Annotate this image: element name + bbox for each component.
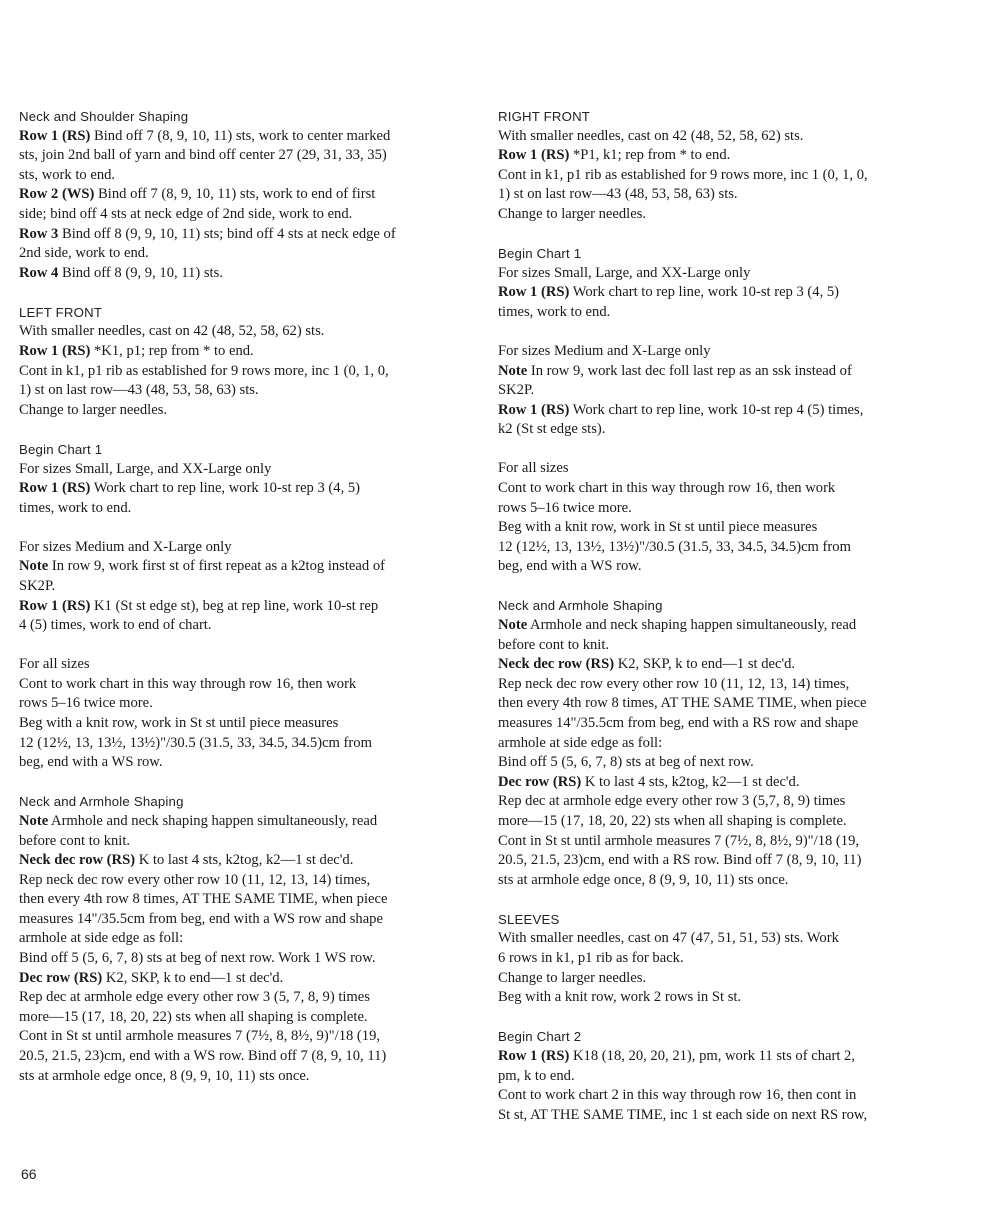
bold-label: Note [19,812,49,829]
line-text: For sizes Medium and X-Large only [498,342,711,359]
bold-label: Row 1 (RS) [19,597,91,614]
text-line [498,753,958,773]
line-text: Work chart to rep line, work 10-st rep 3 (4, 5) [90,480,361,497]
line-text: times, work to end. [19,499,132,516]
line-text: measures 14"/35.5cm from beg, end with a RS row and shape [498,715,859,732]
line-text: more—15 (17, 18, 20, 22) sts when all shaping is complete. [498,813,847,829]
text-line [19,166,479,186]
text-line [498,381,958,401]
section [19,655,479,773]
bold-label: Row 1 (RS) [19,127,91,144]
text-line [19,616,479,636]
text-line [19,1047,479,1067]
section-heading: Neck and Shoulder Shaping [19,109,189,124]
line-text: Armhole and neck shaping happen simultaneously, read [48,812,378,829]
line-text: K18 (18, 20, 20, 21), pm, work 11 sts of chart 2, [569,1047,855,1064]
text-line [498,146,958,166]
text-line [19,655,479,675]
line-text: beg, end with a WS row. [19,754,163,771]
line-text: Armhole and neck shaping happen simultaneously, read [527,617,857,634]
line-text: Change to larger needles. [19,401,168,418]
text-line [19,910,479,930]
text-line [498,675,958,695]
bold-label: Row 2 (WS) [19,186,95,203]
section-sleeves [498,910,958,1008]
bold-label: Row 4 [19,264,59,281]
line-text: sts, work to end. [19,166,116,183]
line-text: side; bind off 4 sts at neck edge of 2nd side, work to end. [19,205,353,222]
bold-label: Row 1 (RS) [19,343,91,360]
bold-label: Row 1 (RS) [498,284,570,301]
line-text: k2 (St st edge sts). [498,421,606,438]
line-text: then every 4th row 8 times, AT THE SAME TIME, when piece [19,891,388,908]
text-line [19,694,479,714]
line-text: Bind off 7 (8, 9, 10, 11) sts, work to end of first [94,186,376,203]
text-line [498,127,958,147]
line-text: K2, SKP, k to end—1 st dec'd. [614,656,796,673]
line-text: before cont to knit. [498,636,610,653]
section-left-front [19,303,479,421]
line-text: With smaller needles, cast on 42 (48, 52, 58, 62) sts. [19,323,325,340]
section-begin-chart-1 [498,244,958,322]
text-line [19,362,479,382]
line-text: Rep dec at armhole edge every other row 3 (5,7, 8, 9) times [498,793,846,810]
text-line [498,988,958,1008]
text-line [19,1027,479,1047]
text-line [19,675,479,695]
text-line [498,734,958,754]
text-line [19,127,479,147]
text-line [19,734,479,754]
text-line [19,401,479,421]
text-line [19,1008,479,1028]
line-text: For sizes Small, Large, and XX-Large only [498,264,751,281]
line-text: For all sizes [498,460,569,477]
line-text: Bind off 7 (8, 9, 10, 11) sts, work to center marked [90,127,391,144]
line-text: For sizes Small, Large, and XX-Large only [19,460,272,477]
line-text: before cont to knit. [19,832,131,849]
text-line [498,499,958,519]
text-line [498,342,958,362]
line-text: 6 rows in k1, p1 rib as for back. [498,950,684,967]
line-text: For all sizes [19,656,90,673]
section-heading: Neck and Armhole Shaping [498,598,663,614]
text-line [498,949,958,969]
line-text: more—15 (17, 18, 20, 22) sts when all shaping is complete. [19,1008,368,1025]
text-line [498,518,958,538]
line-text: 20.5, 21.5, 23)cm, end with a WS row. Bind off 7 (8, 9, 10, 11) [19,1048,387,1065]
line-text: Bind off 8 (9, 9, 10, 11) sts. [58,264,223,281]
line-text: times, work to end. [498,303,611,320]
line-text: armhole at side edge as foll: [19,930,184,947]
line-text: then every 4th row 8 times, AT THE SAME TIME, when piece [498,695,867,712]
line-text: Cont in St st until armhole measures 7 (7½, 8, 8½, 9)"/18 (19, [19,1028,381,1045]
line-text: Change to larger needles. [498,205,647,222]
text-line [498,851,958,871]
line-text: sts at armhole edge once, 8 (9, 9, 10, 11) sts once. [498,871,789,888]
text-line [498,871,958,891]
line-text: Beg with a knit row, work in St st until piece measures [19,715,339,732]
text-line [19,342,479,362]
text-line [19,890,479,910]
bold-label: Note [498,617,528,634]
section-neck-and-shoulder-shaping [19,107,479,283]
text-line [19,264,479,284]
bold-label: Row 1 (RS) [19,480,91,497]
line-text: 4 (5) times, work to end of chart. [19,617,212,634]
line-text: Rep neck dec row every other row 10 (11, 12, 13, 14) times, [19,871,371,888]
section-neck-and-armhole-shaping [498,596,958,890]
line-text: Beg with a knit row, work 2 rows in St st. [498,989,742,1006]
line-text: rows 5–16 twice more. [19,695,153,712]
left-column [19,107,479,1106]
line-text: beg, end with a WS row. [498,558,642,575]
text-line [498,792,958,812]
text-line [19,714,479,734]
text-line [19,205,479,225]
text-line [498,459,958,479]
line-text: St st, AT THE SAME TIME, inc 1 st each side on next RS row, [498,1106,868,1123]
line-text: rows 5–16 twice more. [498,499,632,516]
line-text: K1 (St st edge st), beg at rep line, work 10-st rep [90,597,379,614]
bold-label: Row 1 (RS) [498,1047,570,1064]
line-text: Bind off 8 (9, 9, 10, 11) sts; bind off 4 sts at neck edge of [58,225,396,242]
text-line [498,538,958,558]
section-neck-and-armhole-shaping [19,792,479,1086]
line-text: 1) st on last row—43 (48, 53, 58, 63) sts. [19,382,259,399]
line-text: Beg with a knit row, work in St st until piece measures [498,519,818,536]
text-line [19,538,479,558]
line-text: K to last 4 sts, k2tog, k2—1 st dec'd. [135,852,354,869]
bold-label: Dec row (RS) [19,969,103,986]
line-text: Bind off 5 (5, 6, 7, 8) sts at beg of next row. Work 1 WS row. [19,950,376,967]
text-line [19,557,479,577]
text-line [498,773,958,793]
text-line [498,694,958,714]
line-text: 1) st on last row—43 (48, 53, 58, 63) sts. [498,186,738,203]
line-text: *K1, p1; rep from * to end. [90,343,254,360]
section [498,459,958,577]
text-line [19,832,479,852]
section-right-front [498,107,958,225]
section-heading: Begin Chart 1 [19,441,103,457]
line-text: In row 9, work first st of first repeat as a k2tog instead of [48,558,385,575]
section-heading: Begin Chart 1 [498,246,582,262]
text-line [498,303,958,323]
text-line [498,283,958,303]
text-line [498,1086,958,1106]
bold-label: Row 1 (RS) [498,147,570,164]
text-line [19,753,479,773]
line-text: SK2P. [19,577,56,594]
text-line [498,557,958,577]
line-text: Cont in k1, p1 rib as established for 9 rows more, inc 1 (0, 1, 0, [498,166,868,183]
line-text: With smaller needles, cast on 47 (47, 51, 51, 53) sts. Work [498,930,839,947]
line-text: Cont in St st until armhole measures 7 (7½, 8, 8½, 9)"/18 (19, [498,832,860,849]
line-text: Work chart to rep line, work 10-st rep 4 (5) times, [569,401,864,418]
line-text: In row 9, work last dec foll last rep as an ssk instead of [527,362,852,379]
section-heading: Begin Chart 2 [498,1029,582,1045]
section [19,538,479,636]
line-text: 20.5, 21.5, 23)cm, end with a RS row. Bind off 7 (8, 9, 10, 11) [498,852,862,869]
bold-label: Note [498,362,528,379]
line-text: *P1, k1; rep from * to end. [569,147,731,164]
line-text: sts, join 2nd ball of yarn and bind off center 27 (29, 31, 33, 35) [19,147,387,164]
text-line [19,851,479,871]
bold-label: Neck dec row (RS) [19,852,136,869]
text-line [19,479,479,499]
text-line [19,460,479,480]
text-line [498,1047,958,1067]
text-line [498,205,958,225]
text-line [498,166,958,186]
text-line [19,499,479,519]
section [498,342,958,440]
section-heading: LEFT FRONT [19,304,103,320]
text-line [498,636,958,656]
line-text: For sizes Medium and X-Large only [19,538,232,555]
line-text: Cont to work chart 2 in this way through row 16, then cont in [498,1087,857,1104]
right-column [498,107,958,1145]
line-text: Cont to work chart in this way through row 16, then work [19,675,357,692]
section-heading: RIGHT FRONT [498,109,591,124]
text-line [19,871,479,891]
line-text: K2, SKP, k to end—1 st dec'd. [102,969,284,986]
text-line [498,362,958,382]
text-line [498,969,958,989]
text-line [498,420,958,440]
text-line [498,832,958,852]
text-line [498,714,958,734]
text-line [19,1067,479,1087]
text-line [498,185,958,205]
text-line [19,225,479,245]
text-line [19,597,479,617]
line-text: 2nd side, work to end. [19,245,149,262]
text-line [498,401,958,421]
bold-label: Row 1 (RS) [498,401,570,418]
line-text: measures 14"/35.5cm from beg, end with a WS row and shape [19,910,383,927]
line-text: With smaller needles, cast on 42 (48, 52, 58, 62) sts. [498,127,804,144]
line-text: pm, k to end. [498,1067,575,1084]
text-line [19,244,479,264]
text-line [498,1067,958,1087]
text-line [19,929,479,949]
page-number: 66 [21,1166,37,1182]
line-text: Bind off 5 (5, 6, 7, 8) sts at beg of next row. [498,754,754,771]
text-line [498,264,958,284]
text-line [19,969,479,989]
line-text: 12 (12½, 13, 13½, 13½)"/30.5 (31.5, 33, 34.5, 34.5)cm from [19,734,372,751]
text-line [19,949,479,969]
text-line [19,185,479,205]
text-line [498,812,958,832]
line-text: Work chart to rep line, work 10-st rep 3 (4, 5) [569,284,840,301]
bold-label: Dec row (RS) [498,773,582,790]
line-text: Cont in k1, p1 rib as established for 9 rows more, inc 1 (0, 1, 0, [19,362,389,379]
text-line [498,929,958,949]
text-line [498,616,958,636]
bold-label: Neck dec row (RS) [498,656,615,673]
section-begin-chart-2 [498,1027,958,1125]
line-text: SK2P. [498,382,535,399]
bold-label: Note [19,558,49,575]
section-heading: Neck and Armhole Shaping [19,794,184,810]
text-line [19,146,479,166]
line-text: Rep dec at armhole edge every other row 3 (5, 7, 8, 9) times [19,989,370,1006]
line-text: armhole at side edge as foll: [498,734,663,751]
text-line [498,1106,958,1126]
section-begin-chart-1 [19,440,479,518]
text-line [498,655,958,675]
line-text: Change to larger needles. [498,969,647,986]
section-heading: SLEEVES [498,911,560,927]
text-line [19,322,479,342]
text-line [19,381,479,401]
line-text: sts at armhole edge once, 8 (9, 9, 10, 11) sts once. [19,1067,310,1084]
line-text: Rep neck dec row every other row 10 (11, 12, 13, 14) times, [498,675,850,692]
line-text: K to last 4 sts, k2tog, k2—1 st dec'd. [581,773,800,790]
text-line [19,577,479,597]
bold-label: Row 3 [19,225,59,242]
line-text: Cont to work chart in this way through row 16, then work [498,480,836,496]
text-line [498,479,958,499]
text-line [19,988,479,1008]
line-text: 12 (12½, 13, 13½, 13½)"/30.5 (31.5, 33, 34.5, 34.5)cm from [498,538,851,555]
text-line [19,812,479,832]
